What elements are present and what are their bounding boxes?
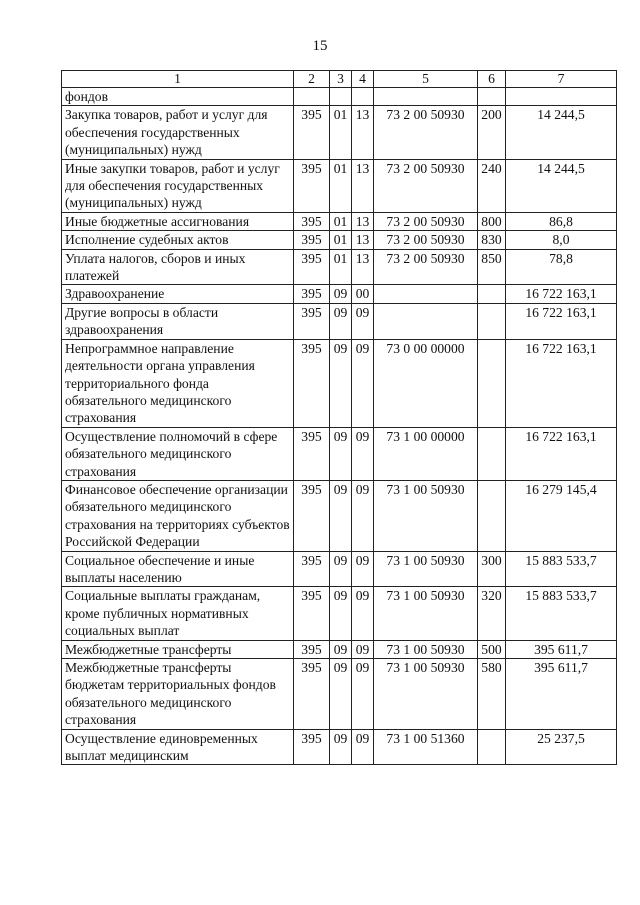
subsection-code-cell: 09 [352, 587, 374, 640]
section-code-cell: 09 [330, 587, 352, 640]
expense-type-code-cell [478, 339, 506, 427]
row-name-cell: Другие вопросы в области здравоохранения [62, 303, 294, 339]
target-item-code-cell [374, 88, 478, 106]
row-name-cell: Закупка товаров, работ и услуг для обеспечения государственных (муниципальных) нужд [62, 106, 294, 159]
row-name-cell: Социальное обеспечение и иные выплаты населению [62, 551, 294, 587]
table-row [62, 480, 617, 551]
row-name-cell: Межбюджетные трансферты [62, 640, 294, 658]
amount-cell: 78,8 [506, 249, 617, 285]
admin-code-cell: 395 [294, 249, 330, 285]
section-code-cell: 01 [330, 231, 352, 249]
amount-cell: 395 611,7 [506, 640, 617, 658]
subsection-code-cell: 13 [352, 212, 374, 230]
expense-type-code-cell: 800 [478, 212, 506, 230]
admin-code-cell: 395 [294, 587, 330, 640]
amount-cell: 86,8 [506, 212, 617, 230]
expense-type-code-cell: 320 [478, 587, 506, 640]
subsection-code-cell: 13 [352, 231, 374, 249]
section-code-cell: 01 [330, 249, 352, 285]
admin-code-cell: 395 [294, 427, 330, 480]
table-row [62, 88, 617, 106]
row-name-cell: фондов [62, 88, 294, 106]
target-item-code-cell: 73 2 00 50930 [374, 231, 478, 249]
amount-cell: 15 883 533,7 [506, 587, 617, 640]
target-item-code-cell: 73 1 00 50930 [374, 480, 478, 551]
table-row [62, 106, 617, 159]
expense-type-code-cell: 580 [478, 659, 506, 730]
subsection-code-cell: 13 [352, 159, 374, 212]
row-name-cell: Иные закупки товаров, работ и услуг для обеспечения государственных (муниципальных) нужд [62, 159, 294, 212]
table-row [62, 285, 617, 303]
target-item-code-cell: 73 0 00 00000 [374, 339, 478, 427]
target-item-code-cell: 73 2 00 50930 [374, 159, 478, 212]
subsection-code-cell: 09 [352, 339, 374, 427]
row-name-cell: Исполнение судебных актов [62, 231, 294, 249]
amount-cell: 25 237,5 [506, 729, 617, 765]
table-row [62, 159, 617, 212]
expense-type-code-cell [478, 303, 506, 339]
target-item-code-cell: 73 2 00 50930 [374, 212, 478, 230]
section-code-cell: 09 [330, 427, 352, 480]
amount-cell: 16 722 163,1 [506, 303, 617, 339]
row-name-cell: Осуществление единовременных выплат медицинским [62, 729, 294, 765]
expense-type-code-cell: 500 [478, 640, 506, 658]
admin-code-cell: 395 [294, 231, 330, 249]
target-item-code-cell: 73 1 00 00000 [374, 427, 478, 480]
subsection-code-cell: 09 [352, 659, 374, 730]
column-header: 2 [294, 71, 330, 88]
table-row [62, 551, 617, 587]
target-item-code-cell: 73 2 00 50930 [374, 249, 478, 285]
table-row [62, 427, 617, 480]
row-name-cell: Уплата налогов, сборов и иных платежей [62, 249, 294, 285]
target-item-code-cell: 73 1 00 50930 [374, 587, 478, 640]
subsection-code-cell: 09 [352, 427, 374, 480]
column-header: 5 [374, 71, 478, 88]
section-code-cell: 01 [330, 159, 352, 212]
expense-type-code-cell: 240 [478, 159, 506, 212]
table-row [62, 587, 617, 640]
section-code-cell: 09 [330, 480, 352, 551]
target-item-code-cell [374, 303, 478, 339]
subsection-code-cell: 09 [352, 480, 374, 551]
row-name-cell: Здравоохранение [62, 285, 294, 303]
column-header: 4 [352, 71, 374, 88]
target-item-code-cell [374, 285, 478, 303]
section-code-cell [330, 88, 352, 106]
expense-type-code-cell [478, 285, 506, 303]
admin-code-cell: 395 [294, 106, 330, 159]
target-item-code-cell: 73 1 00 50930 [374, 659, 478, 730]
amount-cell: 14 244,5 [506, 159, 617, 212]
table-row [62, 212, 617, 230]
target-item-code-cell: 73 2 00 50930 [374, 106, 478, 159]
expense-type-code-cell [478, 88, 506, 106]
subsection-code-cell: 13 [352, 106, 374, 159]
column-header: 3 [330, 71, 352, 88]
target-item-code-cell: 73 1 00 51360 [374, 729, 478, 765]
section-code-cell: 09 [330, 285, 352, 303]
row-name-cell: Непрограммное направление деятельности органа управления территориального фонда обязательного медицинского страхования [62, 339, 294, 427]
table-row [62, 339, 617, 427]
admin-code-cell: 395 [294, 159, 330, 212]
amount-cell: 14 244,5 [506, 106, 617, 159]
admin-code-cell: 395 [294, 551, 330, 587]
section-code-cell: 01 [330, 212, 352, 230]
target-item-code-cell: 73 1 00 50930 [374, 640, 478, 658]
amount-cell: 8,0 [506, 231, 617, 249]
amount-cell: 16 279 145,4 [506, 480, 617, 551]
section-code-cell: 09 [330, 659, 352, 730]
expense-type-code-cell: 830 [478, 231, 506, 249]
expense-type-code-cell: 850 [478, 249, 506, 285]
subsection-code-cell: 13 [352, 249, 374, 285]
admin-code-cell: 395 [294, 480, 330, 551]
table-row [62, 231, 617, 249]
table-row [62, 659, 617, 730]
admin-code-cell: 395 [294, 303, 330, 339]
amount-cell: 15 883 533,7 [506, 551, 617, 587]
admin-code-cell: 395 [294, 640, 330, 658]
table-row [62, 729, 617, 765]
subsection-code-cell: 00 [352, 285, 374, 303]
section-code-cell: 01 [330, 106, 352, 159]
admin-code-cell [294, 88, 330, 106]
table-header-row [62, 71, 617, 88]
admin-code-cell: 395 [294, 212, 330, 230]
table-row [62, 640, 617, 658]
section-code-cell: 09 [330, 303, 352, 339]
expense-type-code-cell [478, 729, 506, 765]
subsection-code-cell: 09 [352, 729, 374, 765]
section-code-cell: 09 [330, 339, 352, 427]
admin-code-cell: 395 [294, 729, 330, 765]
row-name-cell: Осуществление полномочий в сфере обязательного медицинского страхования [62, 427, 294, 480]
page-number: 15 [312, 38, 328, 54]
amount-cell: 16 722 163,1 [506, 285, 617, 303]
row-name-cell: Иные бюджетные ассигнования [62, 212, 294, 230]
expense-type-code-cell: 300 [478, 551, 506, 587]
expense-type-code-cell [478, 427, 506, 480]
table-row [62, 303, 617, 339]
amount-cell [506, 88, 617, 106]
subsection-code-cell: 09 [352, 640, 374, 658]
amount-cell: 16 722 163,1 [506, 427, 617, 480]
budget-table [61, 70, 617, 765]
expense-type-code-cell: 200 [478, 106, 506, 159]
section-code-cell: 09 [330, 551, 352, 587]
admin-code-cell: 395 [294, 339, 330, 427]
table-row [62, 249, 617, 285]
column-header: 7 [506, 71, 617, 88]
subsection-code-cell [352, 88, 374, 106]
row-name-cell: Социальные выплаты гражданам, кроме публичных нормативных социальных выплат [62, 587, 294, 640]
column-header: 1 [62, 71, 294, 88]
target-item-code-cell: 73 1 00 50930 [374, 551, 478, 587]
section-code-cell: 09 [330, 640, 352, 658]
admin-code-cell: 395 [294, 285, 330, 303]
section-code-cell: 09 [330, 729, 352, 765]
subsection-code-cell: 09 [352, 303, 374, 339]
amount-cell: 395 611,7 [506, 659, 617, 730]
subsection-code-cell: 09 [352, 551, 374, 587]
admin-code-cell: 395 [294, 659, 330, 730]
row-name-cell: Финансовое обеспечение организации обязательного медицинского страхования на территориях субъектов Российской Федерации [62, 480, 294, 551]
expense-type-code-cell [478, 480, 506, 551]
column-header: 6 [478, 71, 506, 88]
table-body [62, 88, 617, 765]
amount-cell: 16 722 163,1 [506, 339, 617, 427]
row-name-cell: Межбюджетные трансферты бюджетам территориальных фондов обязательного медицинского страхования [62, 659, 294, 730]
